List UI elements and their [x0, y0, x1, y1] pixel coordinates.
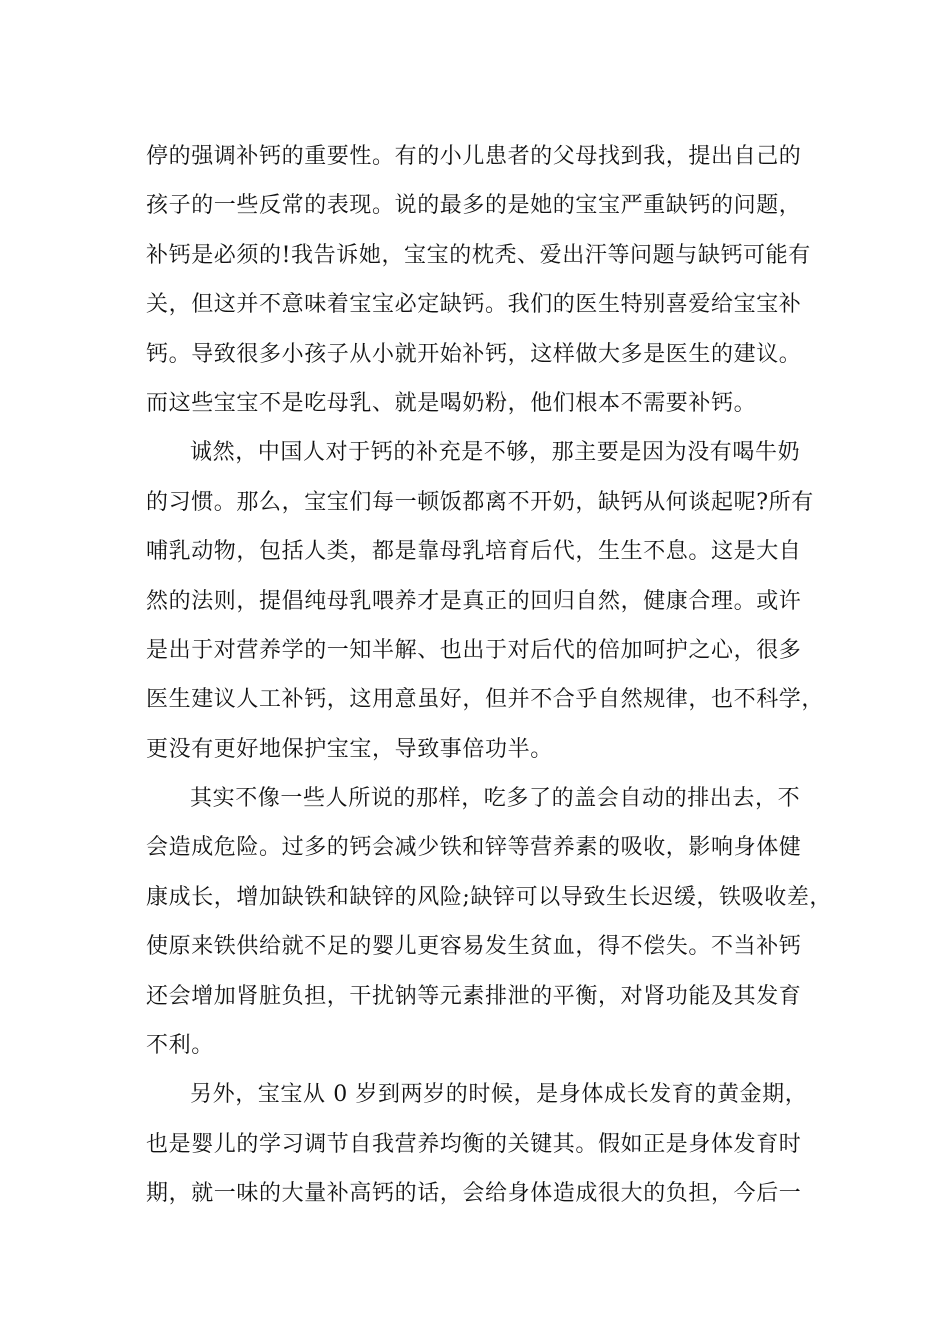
text-line: 的习惯。那么，宝宝们每一顿饭都离不开奶，缺钙从何谈起呢?所有	[146, 489, 814, 515]
text-line: 而这些宝宝不是吃母乳、就是喝奶粉，他们根本不需要补钙。	[146, 390, 757, 416]
text-line: 是出于对营养学的一知半解、也出于对后代的倍加呵护之心，很多	[146, 637, 802, 663]
text-line: 会造成危险。过多的钙会减少铁和锌等营养素的吸收，影响身体健	[146, 835, 802, 861]
body-text	[146, 132, 833, 1219]
text-line: 使原来铁供给就不足的婴儿更容易发生贫血，得不偿失。不当补钙	[146, 934, 802, 960]
text-line: 也是婴儿的学习调节自我营养均衡的关键其。假如正是身体发育时	[146, 1131, 802, 1157]
text-line: 补钙是必须的!我告诉她，宝宝的枕秃、爱出汗等问题与缺钙可能有	[146, 242, 811, 268]
text-line: 哺乳动物，包括人类，都是靠母乳培育后代，生生不息。这是大自	[146, 539, 802, 565]
text-line: 然的法则，提倡纯母乳喂养才是真正的回归自然，健康合理。或许	[146, 588, 802, 614]
paragraph-first-line: 诚然，中国人对于钙的补充是不够，那主要是因为没有喝牛奶	[190, 440, 801, 466]
text-line: 钙。导致很多小孩子从小就开始补钙，这样做大多是医生的建议。	[146, 341, 802, 367]
text-line: 医生建议人工补钙，这用意虽好，但并不合乎自然规律，也不科学，	[146, 687, 825, 713]
text-line: 还会增加肾脏负担，干扰钠等元素排泄的平衡，对肾功能及其发育	[146, 983, 802, 1009]
paragraph-first-line: 其实不像一些人所说的那样，吃多了的盖会自动的排出去，不	[190, 786, 801, 812]
text-line: 期，就一味的大量补高钙的话，会给身体造成很大的负担，今后一	[146, 1181, 802, 1207]
text-line: 不利。	[146, 1033, 214, 1059]
text-line: 停的强调补钙的重要性。有的小儿患者的父母找到我，提出自己的	[146, 144, 802, 169]
text-line: 关，但这并不意味着宝宝必定缺钙。我们的医生特别喜爱给宝宝补	[146, 292, 802, 318]
text-line: 康成长，增加缺铁和缺锌的风险;缺锌可以导致生长迟缓，铁吸收差，	[146, 884, 833, 910]
text-line: 更没有更好地保护宝宝，导致事倍功半。	[146, 736, 553, 762]
paragraph-first-line: 另外，宝宝从 0 岁到两岁的时候，是身体成长发育的黄金期，	[190, 1082, 808, 1108]
text-line: 孩子的一些反常的表现。说的最多的是她的宝宝严重缺钙的问题，	[146, 193, 802, 219]
